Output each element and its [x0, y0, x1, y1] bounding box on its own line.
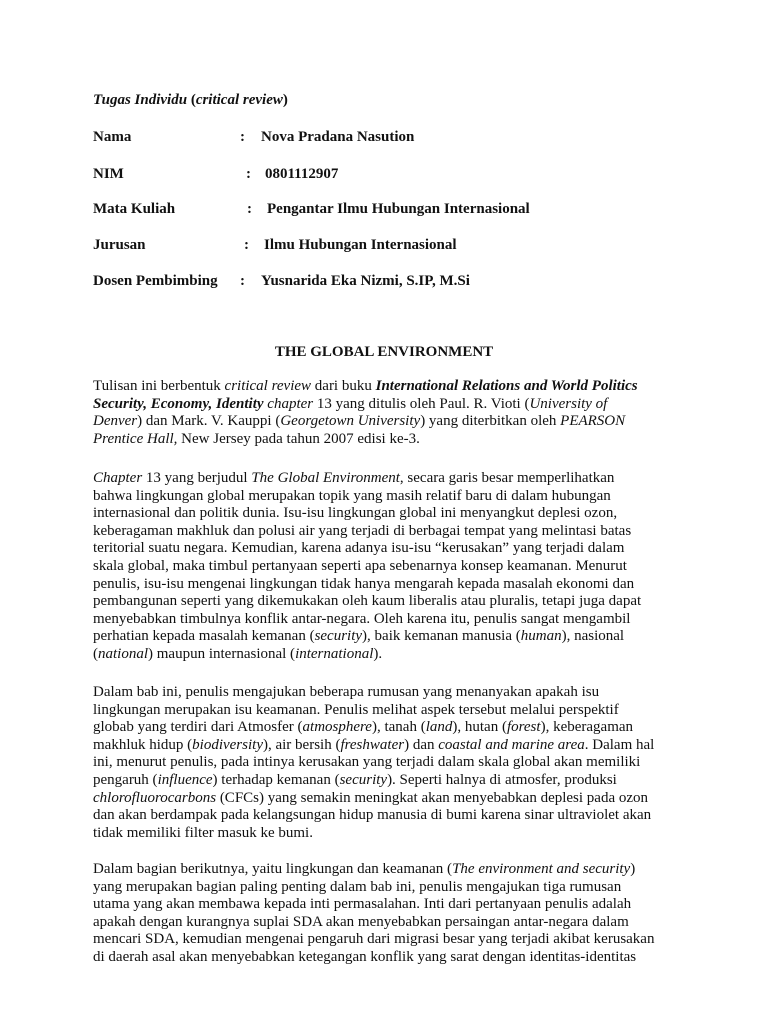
text-run: tidak memiliki filter masuk ke bumi. [93, 824, 313, 841]
field-label: Dosen Pembimbing [93, 273, 218, 289]
text-run: influence [157, 771, 213, 788]
text-line [93, 558, 683, 576]
text-run: yang merupakan bagian paling penting dalam bab ini, penulis mengajukan tiga rumusan [93, 878, 622, 895]
field-separator: : [240, 129, 245, 145]
field-label: Jurusan [93, 237, 146, 253]
field-value: Pengantar Ilmu Hubungan Internasional [267, 201, 530, 217]
paragraph-perspective [93, 684, 683, 842]
text-run: biodiversity [192, 736, 263, 753]
field-label: Mata Kuliah [93, 201, 176, 217]
text-line [93, 646, 683, 664]
text-line [93, 931, 683, 949]
text-line [93, 949, 683, 967]
text-run: international [295, 645, 374, 662]
text-run: Security, Economy, Identity [93, 395, 264, 412]
text-line [93, 611, 683, 629]
text-run: (CFCs) yang semakin meningkat akan menyebabkan deplesi pada ozon [216, 789, 649, 806]
text-run: security [339, 771, 388, 788]
field-jurusan [93, 237, 457, 254]
text-run: security [314, 628, 363, 645]
text-line [93, 896, 683, 914]
text-line [93, 431, 683, 449]
text-run: internasional dan politik dunia. Isu-isu lingkungan global ini menyangkut deplesi ozon, [93, 505, 618, 522]
document-heading: THE GLOBAL ENVIRONMENT [274, 344, 494, 360]
text-run: lingkungan merupakan isu keamanan. Penulis melihat aspek tersebut melalui perspektif [93, 701, 619, 718]
text-run: ) [630, 861, 636, 877]
text-run: mencari SDA, kemudian mengenai pengaruh dari migrasi besar yang terjadi akibat kerusakan [93, 931, 655, 948]
text-run: dari buku [311, 378, 376, 394]
title-part: Tugas Individu [93, 92, 188, 108]
text-run: forest [506, 719, 541, 736]
text-run: Dalam bab ini, penulis mengajukan beberapa rumusan yang menanyakan apakah isu [93, 684, 600, 700]
text-run: 13 yang ditulis oleh Paul. R. Vioti ( [313, 395, 530, 412]
text-line [93, 470, 683, 488]
text-run: ) dan [404, 736, 439, 753]
text-run: coastal and marine area [438, 736, 585, 753]
text-run: ( [93, 645, 98, 662]
text-run: ). [373, 645, 383, 662]
field-value: 0801112907 [265, 166, 339, 182]
text-run: 13 yang berjudul [142, 470, 252, 486]
text-run: utama yang akan membawa kepada inti permasalahan. Inti dari pertanyaan penulis adalah [93, 896, 632, 913]
field-separator: : [240, 273, 245, 289]
text-run: pembangunan seperti yang dikemukakan oleh kaum liberalis atau pluralis, tetapi juga dapat [93, 593, 642, 610]
paragraph-intro [93, 378, 683, 448]
text-run: chlorofluorocarbons [93, 789, 217, 806]
text-line [93, 772, 683, 790]
text-run: land [425, 719, 453, 736]
text-run: di daerah asal akan menyebabkan ketegangan konflik yang sarat dengan identitas-identitas [93, 948, 637, 965]
text-line [93, 825, 683, 843]
text-line [93, 684, 683, 702]
text-run: teritorial suatu negara. Kemudian, karena adanya isu-isu “kerusakan” yang terjadi dalam [93, 540, 625, 557]
text-run: national [98, 645, 149, 662]
text-run: Chapter [93, 470, 143, 486]
title-part: critical review [195, 92, 283, 108]
text-run: freshwater [340, 736, 405, 753]
text-run: atmosphere [302, 719, 372, 736]
title-part: ( [187, 92, 196, 108]
text-line [93, 754, 683, 772]
text-run: ). Seperti halnya di atmosfer, produksi [387, 771, 617, 788]
assignment-title [93, 92, 288, 109]
field-value: Ilmu Hubungan Internasional [264, 237, 457, 253]
field-value: Nova Pradana Nasution [261, 129, 415, 145]
field-label: NIM [93, 166, 124, 182]
text-line [93, 879, 683, 897]
text-run: ) maupun internasional ( [148, 645, 296, 662]
text-line [93, 593, 683, 611]
field-nim [93, 166, 339, 183]
text-line [93, 378, 683, 396]
text-run: Prentice Hall, [93, 430, 178, 447]
text-line [93, 396, 683, 414]
title-part: ) [282, 92, 288, 108]
text-line [93, 914, 683, 932]
text-line [93, 505, 683, 523]
text-run: Tulisan ini berbentuk [93, 378, 225, 394]
field-separator: : [244, 237, 249, 253]
text-run: ), keberagaman [540, 719, 634, 736]
text-line [93, 413, 683, 431]
text-run: ) yang diterbitkan oleh [420, 413, 561, 430]
paragraph-chapter-summary [93, 470, 683, 664]
text-line [93, 807, 683, 825]
field-dosen-pembimbing [93, 273, 470, 290]
field-separator: : [246, 166, 251, 182]
field-value: Yusnarida Eka Nizmi, S.IP, M.Si [261, 273, 470, 289]
text-run: PEARSON [560, 413, 626, 430]
text-run: chapter [267, 395, 314, 412]
text-line [93, 737, 683, 755]
field-label: Nama [93, 129, 132, 145]
text-run: menyebabkan timbulnya konflik antar-negara. Oleh karena itu, penulis sangat mengambil [93, 610, 631, 627]
text-run: keberagaman makhluk dan polusi air yang terjadi di berbagai tempat yang melintasi batas [93, 522, 632, 539]
text-run: bahwa lingkungan global merupakan topik yang masih relatif baru di dalam hubungan [93, 487, 611, 504]
text-line [93, 861, 683, 879]
text-run: perhatian kepada masalah kemanan ( [93, 628, 315, 645]
text-run: University of [529, 395, 608, 412]
text-line [93, 719, 683, 737]
text-line [93, 790, 683, 808]
text-run: Denver [93, 413, 138, 430]
text-run: ), baik kemanan manusia ( [362, 628, 521, 645]
text-run: New Jersey pada tahun 2007 edisi ke-3. [177, 430, 420, 447]
text-run: . Dalam hal [584, 736, 655, 753]
text-run: ini, menurut penulis, pada intinya kerusakan yang terjadi dalam skala global akan memiliki [93, 754, 641, 771]
text-run: globab yang terdiri dari Atmosfer ( [93, 719, 303, 736]
text-run: ), air bersih ( [262, 736, 341, 753]
text-line [93, 628, 683, 646]
field-separator: : [247, 201, 252, 217]
text-run: ), hutan ( [452, 719, 507, 736]
text-run: makhluk hidup ( [93, 736, 193, 753]
text-run: apakah dengan kurangnya suplai SDA akan menyebabkan persaingan antar-negara dalam [93, 913, 629, 930]
field-mata-kuliah [93, 201, 530, 218]
text-run: critical review [224, 378, 312, 394]
text-run: ) terhadap kemanan ( [212, 771, 340, 788]
text-run: ), tanah ( [371, 719, 426, 736]
text-run: penulis, isu-isu mengenai lingkungan tidak hanya mengarah kepada masalah ekonomi dan [93, 575, 635, 592]
text-run: ), nasional [561, 628, 625, 645]
text-line [93, 488, 683, 506]
text-line [93, 702, 683, 720]
text-run: Dalam bagian berikutnya, yaitu lingkungan dan keamanan ( [93, 861, 453, 877]
text-run: skala global, maka timbul pertanyaan seperti apa sebenarnya konsep keamanan. Menurut [93, 557, 627, 574]
text-run: pengaruh ( [93, 771, 158, 788]
field-nama [93, 129, 415, 146]
text-run: , secara garis besar memperlihatkan [399, 470, 615, 486]
text-run: ) dan Mark. V. Kauppi ( [137, 413, 281, 430]
text-run: The environment and security [452, 861, 631, 877]
text-run: The Global Environment [251, 470, 400, 486]
text-run: dan akan berdampak pada kelangsungan hidup manusia di bumi karena sinar ultraviolet akan [93, 807, 652, 824]
text-line [93, 540, 683, 558]
paragraph-environment-security [93, 861, 683, 967]
text-line [93, 523, 683, 541]
text-line [93, 576, 683, 594]
text-run: human [520, 628, 562, 645]
text-run: International Relations and World Politics [375, 378, 638, 394]
text-run: Georgetown University [280, 413, 421, 430]
